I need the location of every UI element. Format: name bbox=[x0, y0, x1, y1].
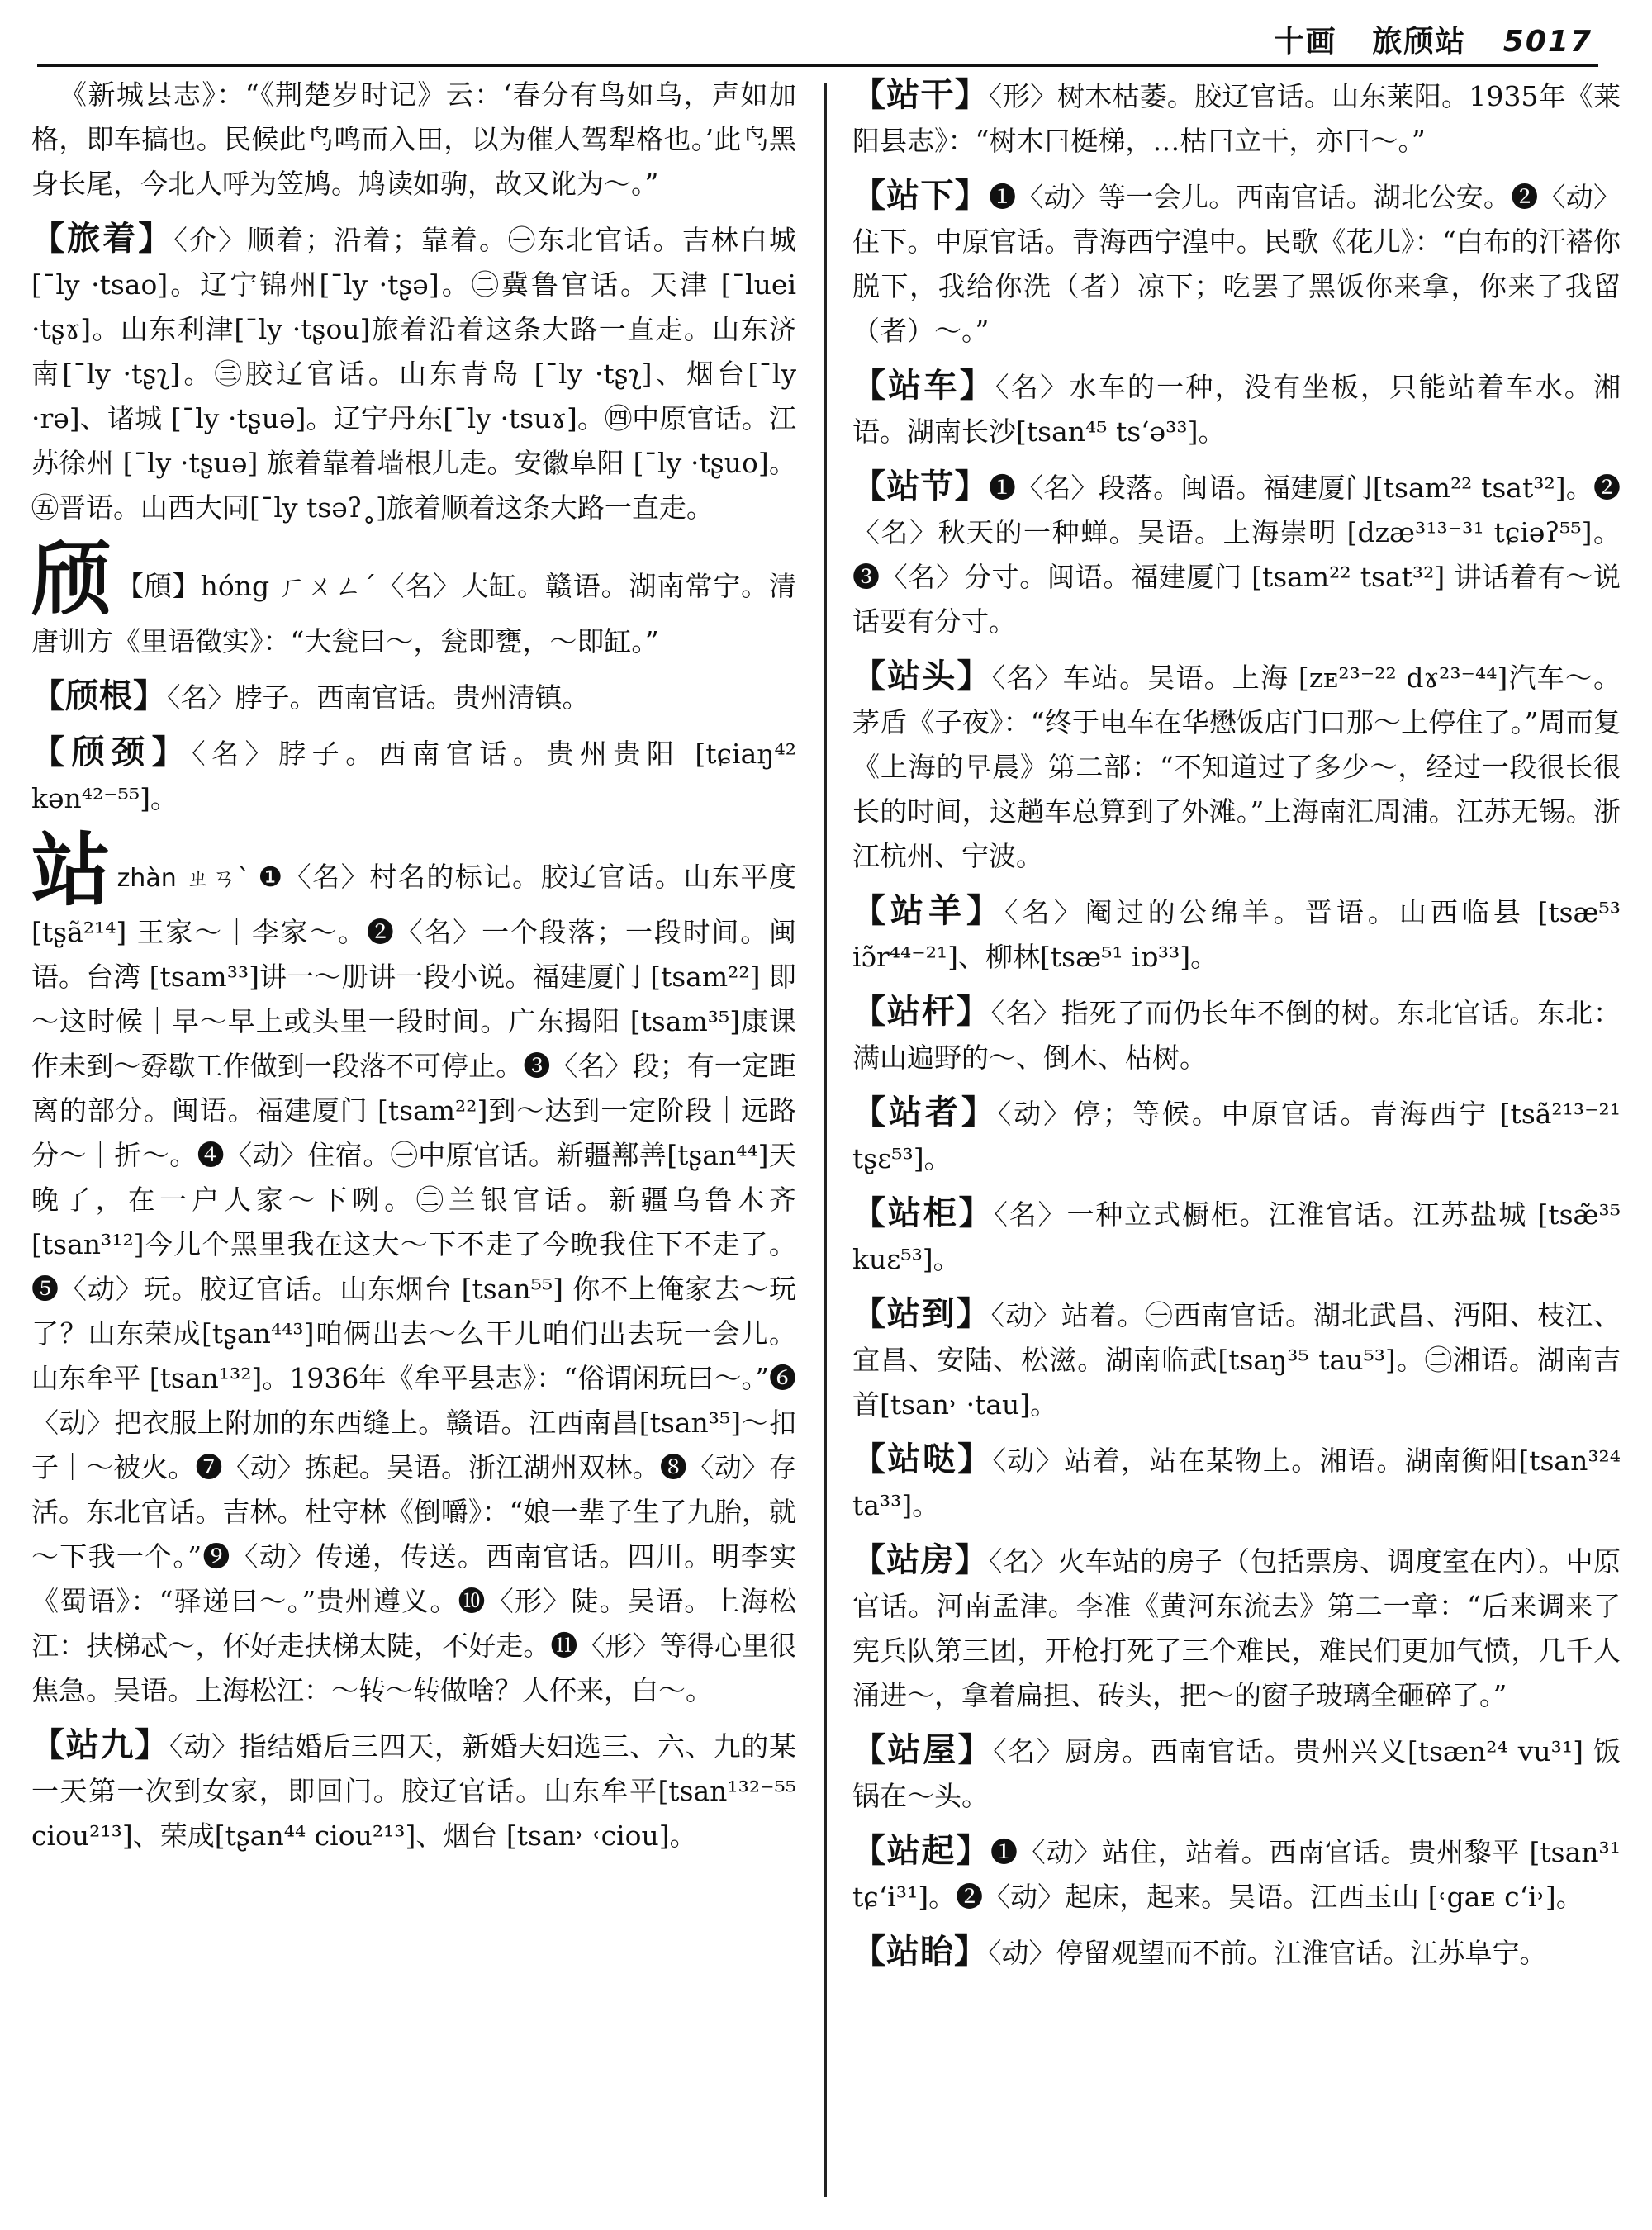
dictionary-entry bbox=[852, 73, 1621, 164]
dictionary-entry bbox=[852, 654, 1621, 879]
headword: 【站羊】 bbox=[852, 891, 1005, 930]
definition: 〈介〉顺着；沿着；靠着。㊀东北官话。吉林白城[ˉly ·tsao]。辽宁锦州[ˉly ·tʂə]。㊁冀鲁官话。天津 [ˉluei ·tʂɤ]。山东利津[ˉly ·tʂou]旅着沿着这条大路一直走。山东济南[ˉly ·tʂʅ]。㊂胶辽官话。山东青岛 [ˉly ·tʂʅ]、烟台[ˉly ·rə]、诸城 [ˉly ·tʂuə]。辽宁丹东[ˉly ·tsuɤ]。㊃中原官话。江苏徐州 [ˉly ·tʂuə] 旅着靠着墙根儿走。安徽阜阳 [ˉly ·tʂuo]。㊄晋语。山西大同[ˉly tsəʔ˳]旅着顺着这条大路一直走。 bbox=[31, 224, 797, 524]
page-header bbox=[0, 0, 1652, 64]
continued-entry: 《新城县志》：“《荆楚岁时记》云：‘春分有鸟如乌，声如加格，即车搞也。民候此鸟鸣而入田，以为催人驾犁格也。’此鸟黑身长尾，今北人呼为笠鸠。鸠读如驹，故又讹为～。” bbox=[31, 78, 796, 200]
headword: 【站到】 bbox=[852, 1294, 991, 1333]
running-head-section: 十画 bbox=[1274, 24, 1337, 59]
definition: 〈名〉厨房。西南官话。贵州兴义[tsæn²⁴ vu³¹] 饭锅在～头。 bbox=[852, 1735, 1621, 1812]
definition: 〈名〉一种立式橱柜。江淮官话。江苏盐城 [tsæ̃³⁵ kuɛ⁵³]。 bbox=[852, 1198, 1621, 1275]
definition: 〈名〉水车的一种，没有坐板，只能站着车水。湘语。湖南长沙[tsan⁴⁵ ts‘ə³³]。 bbox=[852, 371, 1621, 448]
definition: 〈名〉指死了而仍长年不倒的树。东北官话。东北：满山遍野的～、倒木、枯树。 bbox=[852, 997, 1621, 1074]
headword: 【站起】 bbox=[852, 1831, 991, 1870]
dictionary-entry bbox=[31, 216, 796, 530]
headword: 【站下】 bbox=[852, 176, 990, 215]
character-definition: 【頎】hóng ㄏㄨㄥˊ〈名〉大缸。赣语。湖南常宁。清唐训方《里语徵实》：“大瓮曰～，瓮即甕，～即缸。” bbox=[31, 570, 797, 657]
dictionary-entry bbox=[852, 1191, 1621, 1282]
definition: 〈形〉树木枯萎。胶辽官话。山东莱阳。1935年《莱阳县志》：“树木曰梃梯，…枯曰立干，亦曰～。” bbox=[852, 80, 1621, 157]
dictionary-entry bbox=[852, 889, 1621, 980]
definition: ❶〈名〉段落。闽语。福建厦门[tsam²² tsat³²]。❷〈名〉秋天的一种蝉。吴语。上海崇明 [dzæ³¹³⁻³¹ tɕiəʔ⁵⁵]。❸〈名〉分寸。闽语。福建厦门 [tsam²² tsat³²] 讲话着有～说话要有分寸。 bbox=[852, 472, 1621, 638]
definition: 〈动〉站着。㊀西南官话。湖北武昌、沔阳、枝江、宜昌、安陆、松滋。湖南临武[tsaŋ³⁵ tau⁵³]。㊁湘语。湖南吉首[tsan˒ ·tau]。 bbox=[852, 1299, 1621, 1421]
headword: 【站哒】 bbox=[852, 1440, 993, 1478]
headword: 【站杆】 bbox=[852, 992, 991, 1031]
dictionary-entry bbox=[852, 1728, 1621, 1819]
character-entry bbox=[31, 823, 796, 1713]
dictionary-entry bbox=[852, 1929, 1621, 1976]
dictionary-entry bbox=[852, 1090, 1621, 1181]
right-column bbox=[852, 73, 1621, 1986]
dictionary-entry bbox=[852, 363, 1621, 454]
headword: 【站柜】 bbox=[852, 1193, 995, 1232]
dictionary-entry bbox=[852, 1437, 1621, 1528]
dictionary-entry bbox=[852, 1538, 1621, 1718]
headword: 【站干】 bbox=[852, 75, 989, 114]
dictionary-entry bbox=[852, 173, 1621, 353]
definition: 〈名〉脖子。西南官话。贵州贵阳 [tɕiaŋ⁴² kən⁴²⁻⁵⁵]。 bbox=[31, 738, 796, 814]
dictionary-entry bbox=[31, 730, 796, 821]
headword: 【站车】 bbox=[852, 366, 996, 405]
left-column bbox=[31, 73, 796, 1868]
header-rule bbox=[37, 64, 1598, 67]
dictionary-entry bbox=[852, 464, 1621, 644]
pinyin: zhàn ㄓㄢˋ bbox=[116, 864, 252, 893]
head-character: 站 bbox=[31, 823, 112, 917]
definition: 〈动〉停；等候。中原官话。青海西宁 [tsã²¹³⁻²¹ tʂɛ⁵³]。 bbox=[852, 1098, 1621, 1174]
definition: 〈动〉停留观望而不前。江淮官话。江苏阜宁。 bbox=[988, 1937, 1547, 1969]
headword: 【站屋】 bbox=[852, 1730, 994, 1769]
definition: 〈名〉车站。吴语。上海 [zᴇ²³⁻²² dɤ²³⁻⁴⁴]汽车～。茅盾《子夜》：“终于电车在华懋饭店门口那～上停住了。”周而复《上海的早晨》第二部：“不知道过了多少～，经过一段很长很长的时间，这趟车总算到了外滩。”上海南汇周浦。江苏无锡。浙江杭州、宁波。 bbox=[852, 662, 1621, 872]
character-definition: ❶〈名〉村名的标记。胶辽官话。山东平度[tʂã²¹⁴] 王家～｜李家～。❷〈名〉一个段落；一段时间。闽语。台湾 [tsam³³]讲一～册讲一段小说。福建厦门 [tsam²²] 即～这时候｜早～早上或头里一段时间。广东揭阳 [tsam³⁵]康课作未到～孬歇工作做到一段落不可停止。❸〈名〉段；有一定距离的部分。闽语。福建厦门 [tsam²²]到～达到一定阶段｜远路分～｜折～。❹〈动〉住宿。㊀中原官话。新疆鄯善[tʂan⁴⁴]天晚了，在一户人家～下咧。㊁兰银官话。新疆乌鲁木齐[tsan³¹²]今儿个黑里我在这大～下不走了今晚我住下不走了。❺〈动〉玩。胶辽官话。山东烟台 [tsan⁵⁵] 你不上俺家去～玩了？山东荣成[tʂan⁴⁴³]咱俩出去～么干儿咱们出去玩一会儿。山东牟平 [tsan¹³²]。1936年《牟平县志》：“俗谓闲玩曰～。”❻〈动〉把衣服上附加的东西缝上。赣语。江西南昌[tsan³⁵]～扣子｜～被火。❼〈动〉拣起。吴语。浙江湖州双林。❽〈动〉存活。东北官话。吉林。杜守林《倒嚼》：“娘一辈子生了九胎，就～下我一个。”❾〈动〉传递，传送。西南官话。四川。明李实《蜀语》：“驿递曰～。”贵州遵义。❿〈形〉陡。吴语。上海松江：扶梯忒～，伓好走扶梯太陡，不好走。⓫〈形〉等得心里很焦急。吴语。上海松江：～转～转做啥？人伓来，白～。 bbox=[31, 861, 796, 1706]
dictionary-entry bbox=[31, 674, 796, 720]
column-divider bbox=[824, 83, 827, 2197]
definition: 〈名〉阉过的公绵羊。晋语。山西临县 [tsæ⁵³ iɔ̃r⁴⁴⁻²¹]、柳林[tsæ⁵¹ iɒ³³]。 bbox=[852, 896, 1621, 973]
head-character: 颀 bbox=[31, 533, 112, 626]
headword: 【站房】 bbox=[852, 1540, 990, 1579]
definition: ❶〈动〉等一会儿。西南官话。湖北公安。❷〈动〉住下。中原官话。青海西宁湟中。民歌《花儿》：“白布的汗褡你脱下，我给你洗（者）凉下；吃罢了黑饭你来拿，你来了我留（者）～。” bbox=[852, 181, 1621, 347]
headword: 【站眙】 bbox=[852, 1932, 988, 1971]
character-entry bbox=[31, 533, 797, 664]
definition: 〈动〉站着，站在某物上。湘语。湖南衡阳[tsan³²⁴ ta³³]。 bbox=[852, 1445, 1621, 1521]
dictionary-entry bbox=[852, 989, 1621, 1080]
headword: 【站九】 bbox=[31, 1725, 169, 1764]
definition: 〈动〉指结婚后三四天，新婚夫妇选三、六、九的某一天第一次到女家，即回门。胶辽官话。山东牟平[tsan¹³²⁻⁵⁵ ciou²¹³]、荣成[tʂan⁴⁴ ciou²¹³]、烟台 [tsan˒ ˓ciou]。 bbox=[31, 1730, 796, 1852]
definition: ❶〈动〉站住，站着。西南官话。贵州黎平 [tsan³¹ tɕ‘i³¹]。❷〈动〉起床，起来。吴语。江西玉山 [˓gaᴇ c‘i˒]。 bbox=[852, 1836, 1621, 1913]
dictionary-entry bbox=[31, 1723, 796, 1858]
dictionary-entry bbox=[852, 1829, 1621, 1919]
headword: 【颀颈】 bbox=[31, 733, 192, 771]
headword: 【站头】 bbox=[852, 657, 992, 695]
definition: 〈名〉火车站的房子（包括票房、调度室在内）。中原官话。河南孟津。李准《黄河东流去》第二一章：“后来调来了宪兵队第三团，开枪打死了三个难民，难民们更加气愤，几千人涌进～，拿着扁担、砖头，把～的窗子玻璃全砸碎了。” bbox=[852, 1545, 1621, 1711]
dictionary-entry bbox=[852, 1292, 1621, 1427]
running-head bbox=[1275, 18, 1593, 60]
definition: 〈名〉脖子。西南官话。贵州清镇。 bbox=[167, 681, 590, 714]
headword: 【站者】 bbox=[852, 1093, 998, 1132]
headword: 【旅着】 bbox=[31, 219, 174, 258]
headword: 【颀根】 bbox=[31, 676, 167, 715]
headword: 【站节】 bbox=[852, 467, 989, 505]
page-number: 5017 bbox=[1502, 25, 1593, 59]
running-head-title: 旅颀站 bbox=[1372, 24, 1467, 59]
